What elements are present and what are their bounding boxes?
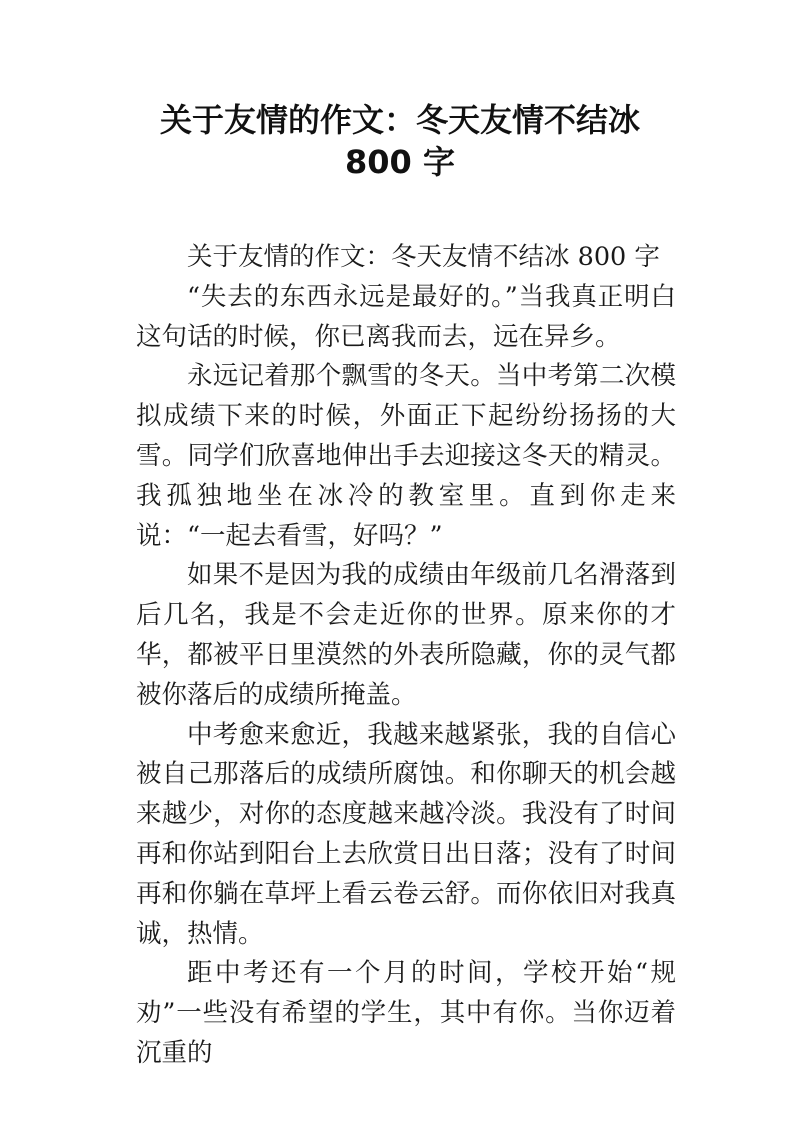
paragraph: 关于友情的作文：冬天友情不结冰 800 字 [187,242,660,272]
paragraph: “失去的东西永远是最好的。”当我真正明白这句话的时候，你已离我而去，远在异乡。 [136,281,676,352]
paragraph: 中考愈来愈近，我越来越紧张，我的自信心被自己那落后的成绩所腐蚀。和你聊天的机会越来越少，对你的态度越来越冷淡。我没有了时间再和你站到阳台上去欣赏日出日落；没有了时间再和你躺在草坪上看云卷云舒。而你依旧对我真诚，热情。 [136,719,676,949]
document-title-wordcount: 800 字 [345,143,455,181]
document-body [136,238,676,1074]
paragraph: 如果不是因为我的成绩由年级前几名滑落到后几名，我是不会走近你的世界。原来你的才华，都被平日里漠然的外表所隐藏，你的灵气都被你落后的成绩所掩盖。 [136,560,676,710]
paragraph: 距中考还有一个月的时间，学校开始“规劝”一些没有希望的学生，其中有你。当你迈着沉重的 [136,958,676,1068]
document-title: 关于友情的作文：冬天友情不结冰 [159,101,640,139]
paragraph: 永远记着那个飘雪的冬天。当中考第二次模拟成绩下来的时候，外面正下起纷纷扬扬的大雪。同学们欣喜地伸出手去迎接这冬天的精灵。我孤独地坐在冰冷的教室里。直到你走来说：“一起去看雪，好吗？” [136,361,676,551]
